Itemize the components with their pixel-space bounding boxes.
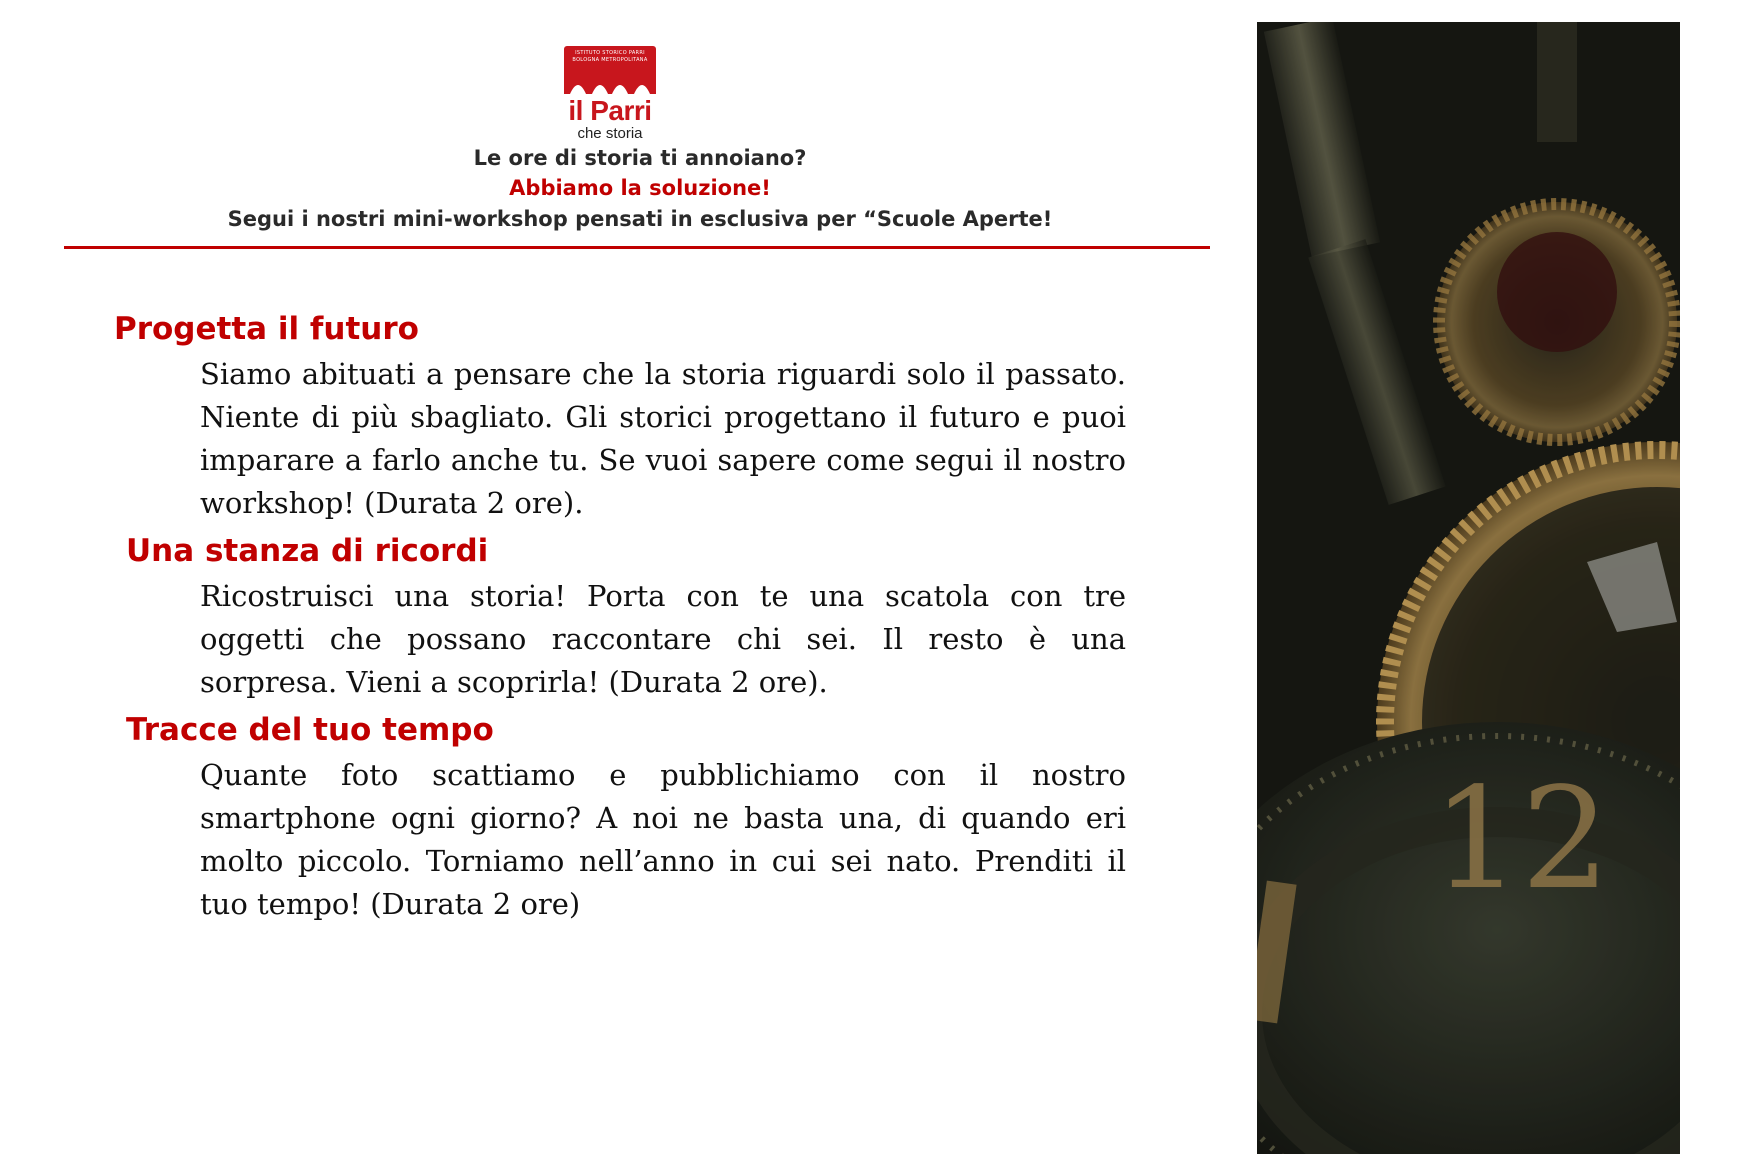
- logo-arches-icon: [564, 72, 656, 94]
- logo-tagline: che storia: [577, 125, 643, 142]
- header-divider: [64, 246, 1210, 249]
- header-question: Le ore di storia ti annoiano?: [473, 146, 807, 170]
- dial-number: 12: [1432, 758, 1611, 921]
- header-solution: Abbiamo la soluzione!: [509, 176, 771, 200]
- section-title-stanza: Una stanza di ricordi: [126, 533, 489, 569]
- clock-gears-photo: [1257, 22, 1680, 1154]
- section-body-tracce: Quante foto scattiamo e pubblichiamo con il nostro smartphone ogni giorno? A noi ne basta una, di quando eri molto piccolo. Torniamo nell’anno in cui sei nato. Prenditi il tuo tempo! (Durata 2 ore): [200, 758, 1126, 921]
- section-title-progetta: Progetta il futuro: [114, 311, 419, 347]
- parri-logo: [560, 44, 660, 144]
- logo-badge: ISTITUTO STORICO PARRI BOLOGNA METROPOLITANA: [564, 46, 656, 72]
- section-body-stanza: Ricostruisci una storia! Porta con te una scatola con tre oggetti che possano raccontare chi sei. Il resto è una sorpresa. Vieni a scoprirla! (Durata 2 ore).: [200, 579, 1126, 699]
- gears-illustration-icon: [1257, 22, 1680, 1154]
- header-invite: Segui i nostri mini-workshop pensati in esclusiva per “Scuole Aperte!: [227, 207, 1053, 231]
- section-body-progetta: Siamo abituati a pensare che la storia riguardi solo il passato. Niente di più sbagliato. Gli storici progettano il futuro e puoi imparare a farlo anche tu. Se vuoi sapere come segui il nostro workshop! (Durata 2 ore).: [200, 357, 1126, 520]
- section-title-tracce: Tracce del tuo tempo: [126, 712, 494, 748]
- logo-name: il Parri: [568, 95, 652, 126]
